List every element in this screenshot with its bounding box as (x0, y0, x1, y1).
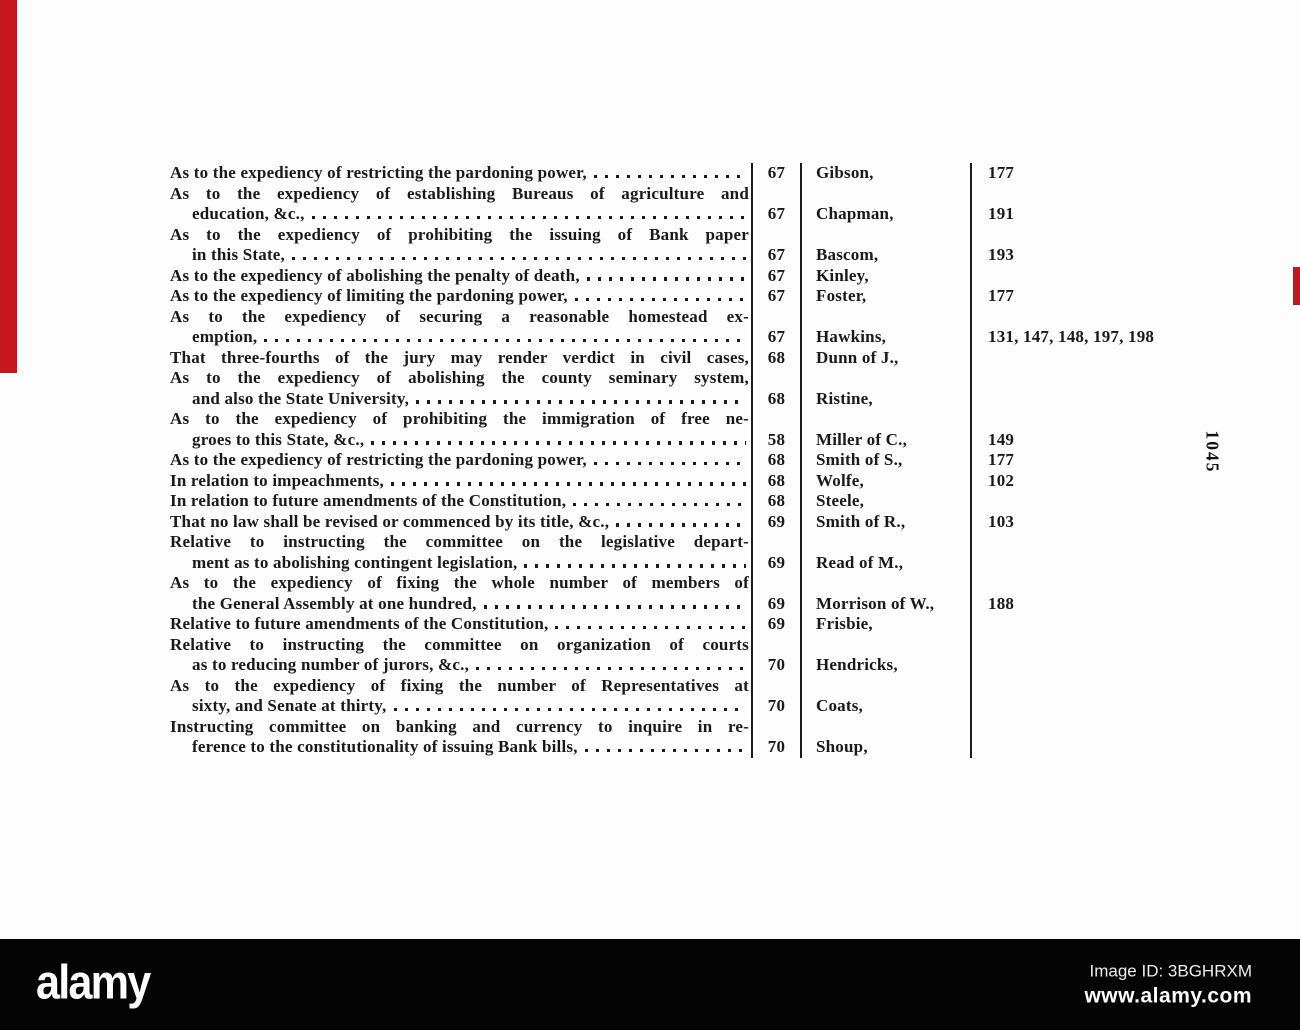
description-text: Relative to future amendments of the Constitution, (170, 614, 549, 633)
red-edge-bar (0, 0, 17, 373)
entry-section-number (753, 532, 802, 573)
description-text: and also the State University, (192, 388, 410, 408)
description-line (170, 614, 749, 635)
dot-leader (292, 257, 746, 260)
dot-leader (616, 523, 746, 526)
entry-description (170, 471, 753, 492)
entry-description (170, 307, 753, 348)
index-entry (170, 532, 1190, 573)
entry-page-numbers-value: 177 (988, 286, 1015, 305)
entry-description (170, 512, 753, 533)
description-line (170, 245, 749, 266)
description-line (170, 512, 749, 533)
index-entry (170, 163, 1190, 184)
entry-description (170, 614, 753, 635)
entry-member-name-value: Ristine, (816, 388, 873, 408)
entry-page-numbers-value: 191 (988, 204, 1015, 223)
entry-section-number-value: 70 (767, 696, 786, 715)
entry-section-number (753, 471, 802, 492)
entry-member-name-value: Steele, (816, 491, 865, 510)
entry-section-number-value: 67 (767, 245, 786, 264)
index-entry (170, 368, 1190, 409)
index-entry (170, 717, 1190, 758)
entry-section-number-value: 70 (767, 655, 786, 674)
entry-member-name (802, 184, 972, 225)
entry-member-name-value: Miller of C., (816, 429, 908, 449)
alamy-logo: alamy (36, 955, 150, 1009)
entry-page-numbers (972, 163, 1190, 184)
index-entry (170, 348, 1190, 369)
entry-member-name-value: Chapman, (816, 204, 894, 223)
description-line: As to the expediency of prohibiting the immigration of free ne- (170, 409, 749, 428)
entry-description (170, 348, 753, 369)
dot-leader (391, 482, 746, 485)
entry-section-number-value: 69 (767, 511, 786, 531)
index-entry (170, 614, 1190, 635)
description-line (170, 553, 749, 574)
dot-leader (524, 564, 746, 567)
entry-page-numbers-value: 188 (988, 593, 1015, 613)
entry-description (170, 368, 753, 409)
entry-member-name-value: Coats, (816, 696, 864, 715)
dot-leader (594, 175, 746, 178)
entry-member-name-value: Smith of S., (816, 450, 903, 469)
entry-section-number-value: 67 (767, 327, 786, 346)
entry-section-number (753, 163, 802, 184)
entry-section-number (753, 266, 802, 287)
entry-section-number (753, 512, 802, 533)
entry-member-name (802, 676, 972, 717)
index-entry (170, 409, 1190, 450)
index-entry (170, 512, 1190, 533)
watermark-bar (0, 939, 1300, 1030)
dot-leader (555, 626, 746, 629)
index-entry (170, 184, 1190, 225)
description-text: As to the expediency of abolishing the penalty of death, (170, 265, 580, 285)
entry-page-numbers-value: 177 (988, 450, 1015, 469)
entry-member-name (802, 307, 972, 348)
entry-section-number-value: 68 (767, 470, 786, 490)
entry-section-number-value: 58 (767, 429, 786, 449)
entry-member-name (802, 614, 972, 635)
entry-section-number (753, 225, 802, 266)
entry-page-numbers (972, 225, 1190, 266)
entry-member-name-value: Hawkins, (816, 327, 887, 346)
entry-section-number (753, 286, 802, 307)
entry-description (170, 286, 753, 307)
entry-member-name (802, 225, 972, 266)
entry-description (170, 225, 753, 266)
description-line (170, 696, 749, 717)
entry-page-numbers-value: 131, 147, 148, 197, 198 (988, 327, 1155, 346)
description-line (170, 430, 749, 451)
description-line: As to the expediency of establishing Bureaus of agriculture and (170, 183, 749, 203)
description-text: In relation to impeachments, (170, 470, 384, 490)
entry-member-name-value: Hendricks, (816, 655, 898, 674)
index-entry (170, 573, 1190, 614)
description-line (170, 327, 749, 348)
entry-section-number-value: 70 (767, 737, 786, 756)
entry-member-name (802, 286, 972, 307)
index-entry (170, 286, 1190, 307)
description-text: emption, (192, 327, 258, 346)
entry-section-number (753, 368, 802, 409)
description-text: groes to this State, &c., (192, 429, 365, 449)
description-text: education, &c., (192, 204, 305, 223)
entry-page-numbers-value: 103 (988, 511, 1015, 531)
entry-member-name (802, 512, 972, 533)
side-page-number: 1045 (1202, 430, 1223, 474)
entry-page-numbers-value: 149 (988, 429, 1015, 449)
dot-leader (416, 400, 746, 403)
entry-member-name-value: Shoup, (816, 737, 868, 756)
entry-section-number (753, 635, 802, 676)
entry-member-name-value: Read of M., (816, 552, 904, 572)
entry-description (170, 717, 753, 758)
entry-member-name (802, 573, 972, 614)
entry-page-numbers (972, 368, 1190, 409)
description-text: That no law shall be revised or commenced by its title, &c., (170, 511, 610, 531)
entry-member-name-value: Wolfe, (816, 470, 864, 490)
index-entry (170, 266, 1190, 287)
description-line (170, 594, 749, 615)
description-text: ment as to abolishing contingent legislation, (192, 552, 518, 572)
entry-section-number (753, 348, 802, 369)
entry-description (170, 266, 753, 287)
entry-member-name (802, 532, 972, 573)
entry-section-number-value: 67 (767, 163, 786, 182)
entry-page-numbers-value: 177 (988, 163, 1015, 182)
entry-member-name-value: Frisbie, (816, 614, 873, 633)
entry-section-number (753, 491, 802, 512)
entry-description (170, 532, 753, 573)
entry-section-number (753, 450, 802, 471)
entry-page-numbers (972, 348, 1190, 369)
index-entry (170, 635, 1190, 676)
entry-section-number-value: 69 (767, 614, 786, 633)
index-table (170, 163, 1190, 758)
entry-page-numbers (972, 471, 1190, 492)
entry-page-numbers (972, 717, 1190, 758)
dot-leader (575, 298, 746, 301)
description-line (170, 655, 749, 676)
entry-member-name (802, 266, 972, 287)
entry-section-number (753, 409, 802, 450)
entry-member-name-value: Kinley, (816, 265, 869, 285)
entry-section-number (753, 676, 802, 717)
entry-member-name (802, 717, 972, 758)
entry-member-name-value: Dunn of J., (816, 347, 899, 367)
description-line (170, 266, 749, 287)
description-line: As to the expediency of abolishing the county seminary system, (170, 368, 749, 387)
description-line (170, 471, 749, 492)
entry-page-numbers (972, 184, 1190, 225)
entry-description (170, 163, 753, 184)
description-line: As to the expediency of fixing the whole number of members of (170, 573, 749, 592)
description-line (170, 389, 749, 410)
description-line: Relative to instructing the committee on organization of courts (170, 634, 749, 654)
website-text: www.alamy.com (1084, 984, 1252, 1007)
entry-page-numbers (972, 307, 1190, 348)
index-entry (170, 450, 1190, 471)
description-line: Relative to instructing the committee on the legislative depart- (170, 532, 749, 551)
description-line (170, 491, 749, 512)
entry-section-number-value: 68 (767, 347, 786, 367)
dot-leader (594, 462, 746, 465)
entry-description (170, 676, 753, 717)
entry-section-number (753, 184, 802, 225)
description-line: As to the expediency of prohibiting the issuing of Bank paper (170, 224, 749, 244)
entry-page-numbers (972, 286, 1190, 307)
dot-leader (585, 749, 746, 752)
dot-leader (312, 216, 746, 219)
dot-leader (484, 605, 746, 608)
entry-description (170, 573, 753, 614)
entry-member-name (802, 348, 972, 369)
entry-page-numbers-value: 102 (988, 470, 1015, 490)
entry-section-number-value: 69 (767, 593, 786, 613)
entry-description (170, 450, 753, 471)
description-line: As to the expediency of fixing the number of Representatives at (170, 675, 749, 695)
entry-member-name-value: Gibson, (816, 163, 874, 182)
entry-member-name-value: Smith of R., (816, 511, 906, 531)
description-text: in this State, (192, 245, 286, 264)
entry-section-number (753, 614, 802, 635)
entry-member-name (802, 409, 972, 450)
entry-section-number-value: 67 (767, 204, 786, 223)
description-text: As to the expediency of restricting the pardoning power, (170, 450, 587, 469)
entry-section-number (753, 573, 802, 614)
dot-leader (371, 441, 746, 444)
watermark-info (1084, 961, 1252, 1008)
dot-leader (587, 277, 746, 280)
description-line (170, 286, 749, 307)
entry-page-numbers (972, 491, 1190, 512)
entry-section-number-value: 69 (767, 552, 786, 572)
description-line (170, 737, 749, 758)
entry-member-name (802, 491, 972, 512)
entry-page-numbers (972, 676, 1190, 717)
entry-description (170, 409, 753, 450)
entry-description (170, 635, 753, 676)
index-entry (170, 307, 1190, 348)
dot-leader (476, 667, 746, 670)
entry-page-numbers (972, 614, 1190, 635)
description-line: As to the expediency of securing a reasonable homestead ex- (170, 306, 749, 326)
image-id-text: Image ID: 3BGHRXM (1089, 961, 1252, 980)
index-entry (170, 491, 1190, 512)
description-line: That three-fourths of the jury may render verdict in civil cases, (170, 347, 749, 367)
index-entry (170, 225, 1190, 266)
entry-member-name (802, 368, 972, 409)
entry-section-number-value: 68 (767, 388, 786, 408)
entry-section-number-value: 67 (767, 265, 786, 285)
entry-page-numbers (972, 266, 1190, 287)
entry-page-numbers (972, 450, 1190, 471)
entry-section-number-value: 68 (767, 491, 786, 510)
entry-member-name-value: Bascom, (816, 245, 879, 264)
entry-section-number (753, 307, 802, 348)
description-line (170, 163, 749, 184)
entry-description (170, 184, 753, 225)
description-text: As to the expediency of limiting the pardoning power, (170, 286, 568, 305)
description-text: as to reducing number of jurors, &c., (192, 655, 470, 674)
entry-description (170, 491, 753, 512)
description-line (170, 450, 749, 471)
entry-page-numbers-value: 193 (988, 245, 1015, 264)
dot-leader (573, 503, 746, 506)
entry-page-numbers (972, 512, 1190, 533)
entry-member-name (802, 163, 972, 184)
entry-member-name (802, 471, 972, 492)
red-edge-tick (1293, 267, 1300, 305)
description-line (170, 204, 749, 225)
entry-page-numbers (972, 409, 1190, 450)
entry-page-numbers (972, 573, 1190, 614)
entry-member-name (802, 450, 972, 471)
description-text: the General Assembly at one hundred, (192, 593, 477, 613)
entry-member-name-value: Foster, (816, 286, 867, 305)
description-text: As to the expediency of restricting the pardoning power, (170, 163, 587, 182)
entry-section-number-value: 68 (767, 450, 786, 469)
index-entry (170, 676, 1190, 717)
entry-section-number (753, 717, 802, 758)
entry-section-number-value: 67 (767, 286, 786, 305)
description-text: In relation to future amendments of the Constitution, (170, 491, 567, 510)
dot-leader (394, 708, 746, 711)
entry-member-name-value: Morrison of W., (816, 593, 935, 613)
entry-page-numbers (972, 532, 1190, 573)
description-text: ference to the constitutionality of issuing Bank bills, (192, 737, 578, 756)
description-text: sixty, and Senate at thirty, (192, 696, 387, 715)
entry-member-name (802, 635, 972, 676)
dot-leader (264, 339, 746, 342)
description-line: Instructing committee on banking and currency to inquire in re- (170, 716, 749, 736)
entry-page-numbers (972, 635, 1190, 676)
index-entry (170, 471, 1190, 492)
